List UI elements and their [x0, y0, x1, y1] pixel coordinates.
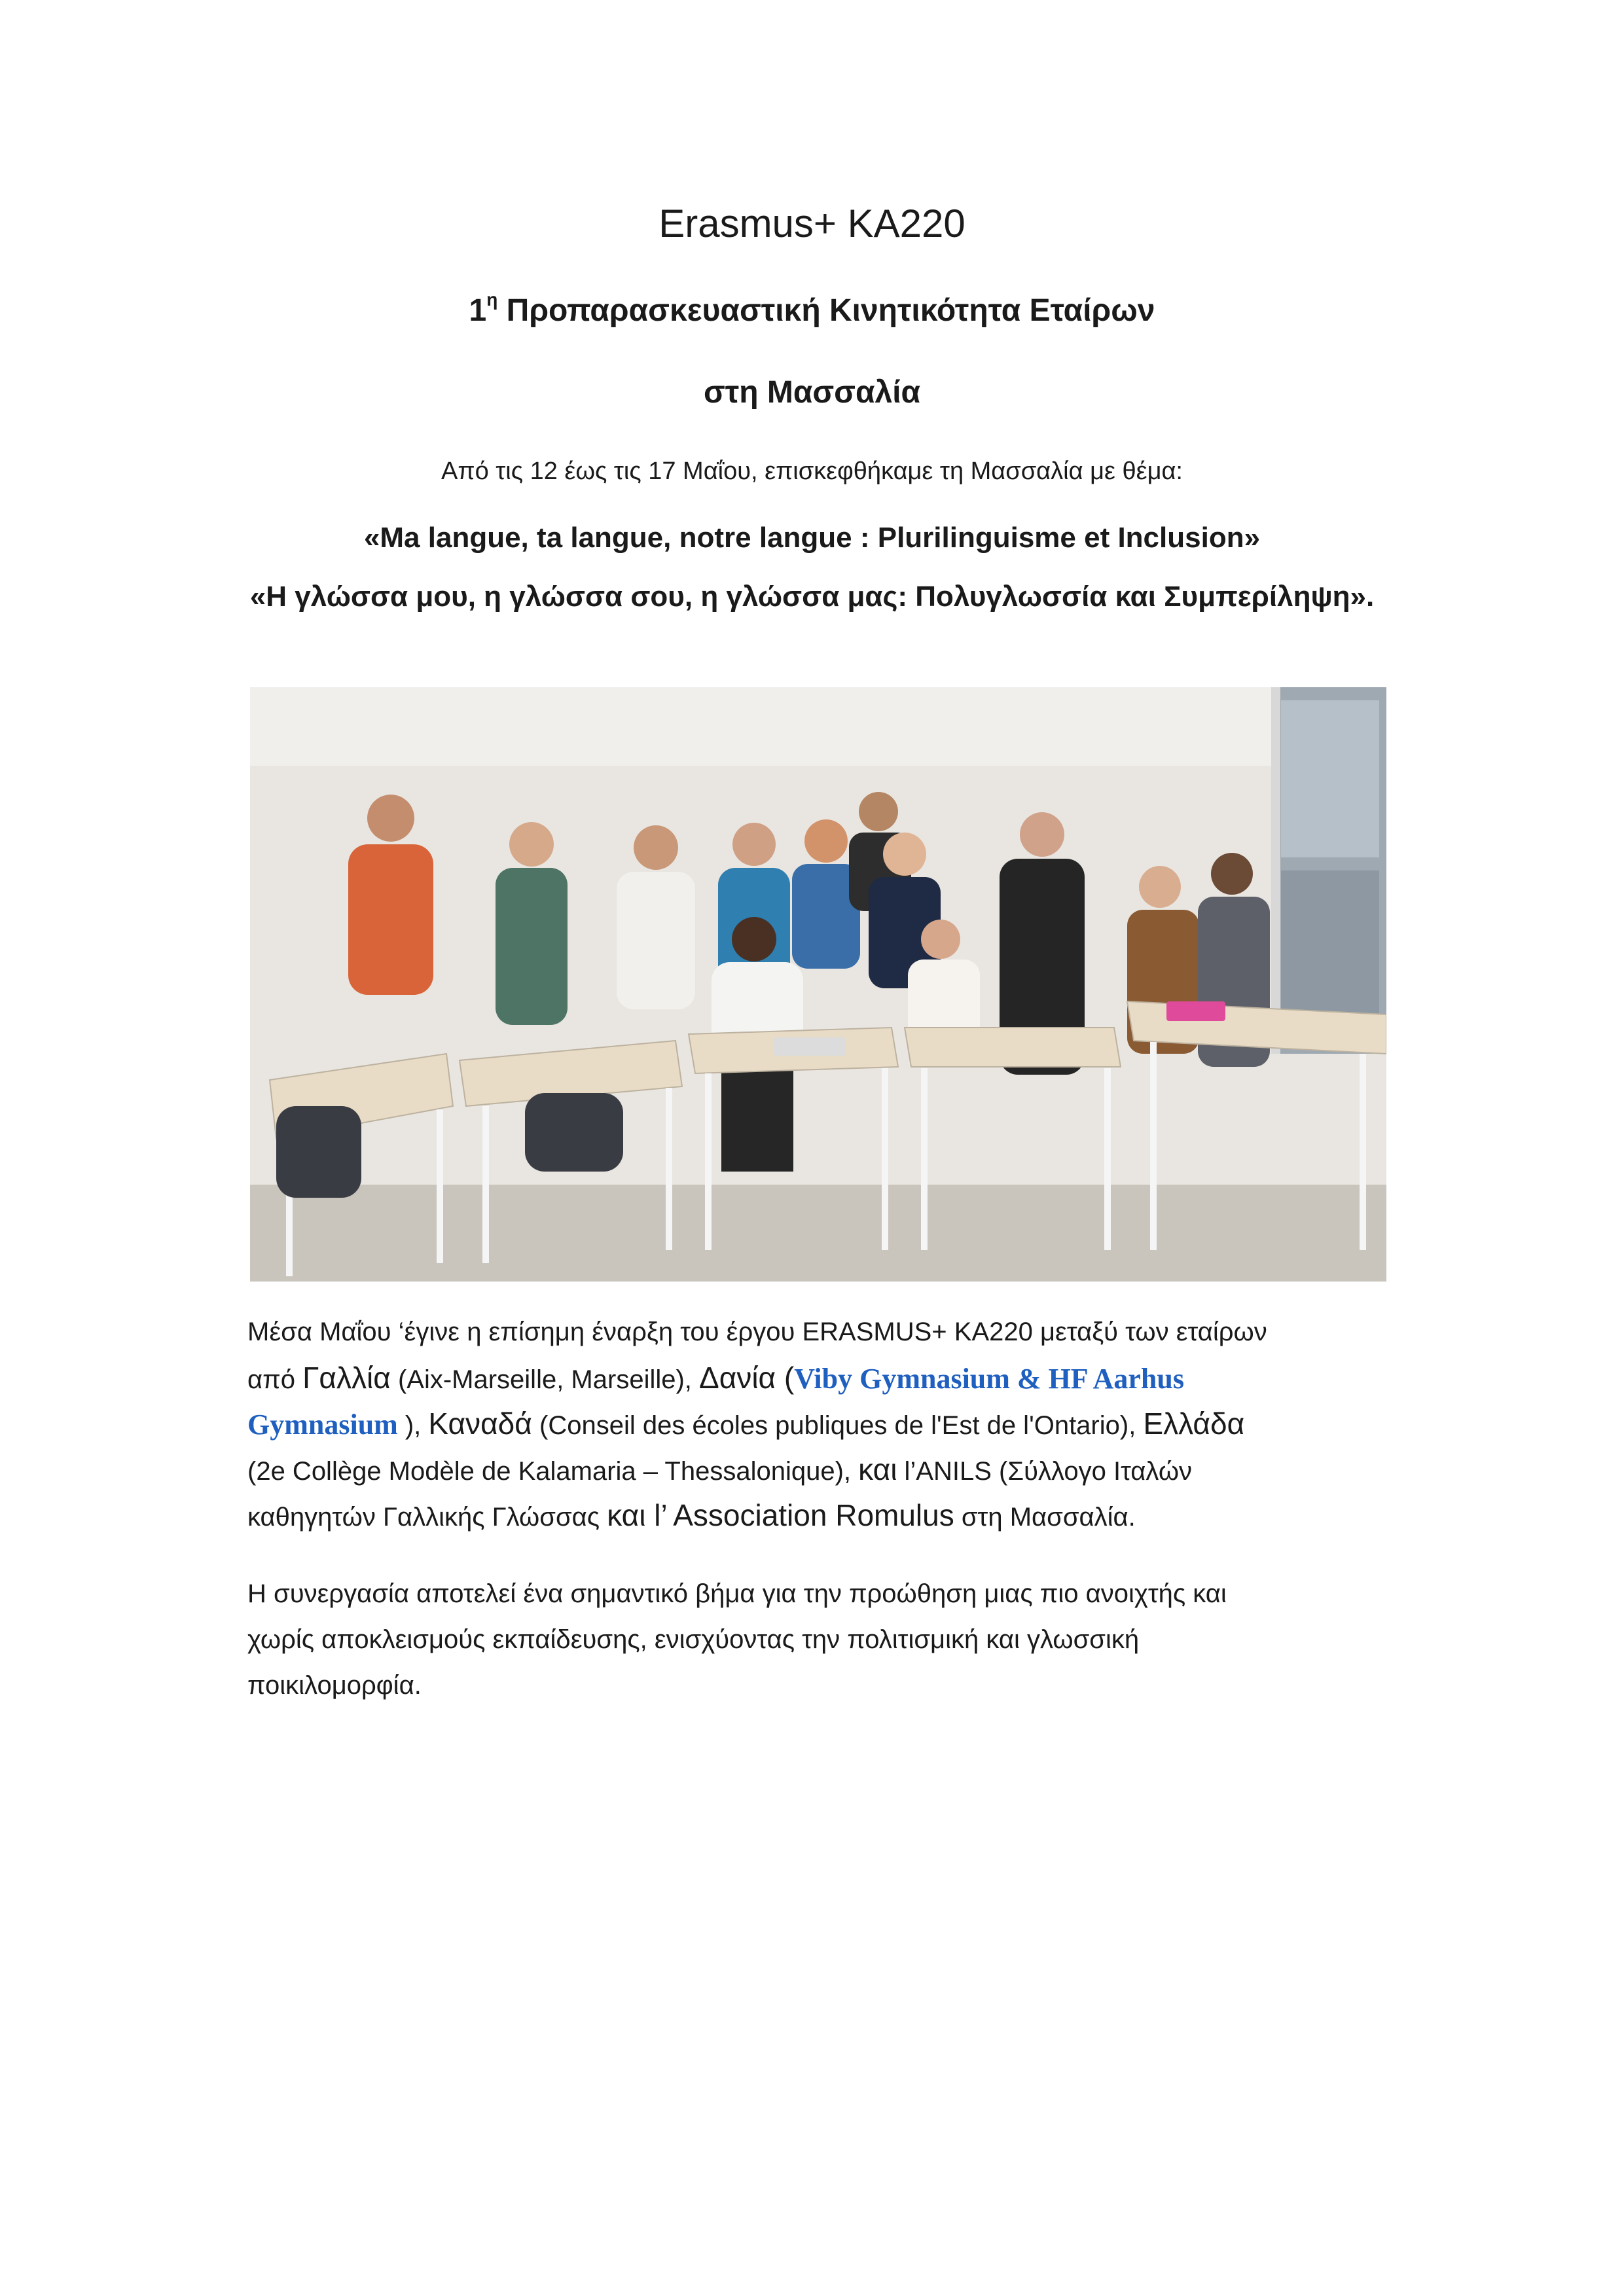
text-segment: στη Μασσαλία.	[954, 1503, 1136, 1532]
text-segment: ),	[405, 1411, 429, 1440]
subtitle-text: Προπαρασκευαστική Κινητικότητα Εταίρων	[497, 293, 1155, 328]
subtitle-line-1	[0, 288, 1624, 334]
text-segment: και	[858, 1452, 897, 1486]
paragraph-cooperation-line-1: Η συνεργασία αποτελεί ένα σημαντικό βήμα για την προώθηση μιας πιο ανοιχτής και	[247, 1579, 1227, 1608]
text-segment: (Conseil des écoles publiques de l'Est de l'Ontario),	[532, 1411, 1144, 1440]
country-france: Γαλλία	[302, 1361, 391, 1395]
country-canada: Καναδά	[428, 1407, 532, 1441]
text-segment: (Aix-Marseille, Marseille),	[390, 1365, 700, 1394]
theme-french: «Ma langue, ta langue, notre langue : Plurilinguisme et Inclusion»	[363, 522, 1261, 554]
subtitle-line-2: στη Μασσαλία	[703, 375, 921, 410]
theme-greek: «Η γλώσσα μου, η γλώσσα σου, η γλώσσα μας: Πολυγλωσσία και Συμπερίληψη».	[249, 581, 1375, 613]
paragraph-cooperation-line-3: ποικιλομορφία.	[247, 1671, 422, 1700]
text-segment: (2e Collège Modèle de Kalamaria – Thessalonique),	[247, 1457, 859, 1486]
subtitle-number: 1	[469, 293, 487, 328]
country-denmark: Δανία	[699, 1361, 776, 1395]
intro-text: Από τις 12 έως τις 17 Μαΐου, επισκεφθήκαμε τη Μασσαλία με θέμα:	[441, 457, 1183, 485]
group-photo	[250, 687, 1386, 1282]
document-title: Erasmus+ KA220	[659, 202, 965, 245]
text-segment: και	[607, 1498, 646, 1532]
text-segment: l’ Association Romulus	[645, 1498, 954, 1532]
paragraph-partners-line-5	[247, 1492, 1136, 1540]
text-segment: καθηγητών Γαλλικής Γλώσσας	[247, 1503, 607, 1532]
text-segment: από	[247, 1365, 303, 1394]
paragraph-partners-line-2	[247, 1355, 1184, 1403]
paragraph-partners	[247, 1309, 1399, 1558]
group-photo-illustration	[250, 687, 1386, 1282]
paragraph-cooperation-line-2: χωρίς αποκλεισμούς εκπαίδευσης, ενισχύοντας την πολιτισμική και γλωσσική	[247, 1625, 1140, 1654]
paragraph-partners-line-3	[247, 1401, 1244, 1448]
danish-schools-link-cont[interactable]: Gymnasium	[247, 1408, 405, 1441]
subtitle-superscript: η	[486, 289, 498, 310]
text-segment: l’ANILS (Σύλλογο Ιταλών	[897, 1457, 1193, 1486]
country-greece: Ελλάδα	[1143, 1407, 1245, 1441]
paragraph-partners-line-4	[247, 1446, 1192, 1494]
paragraph-partners-line-1: Μέσα Μαΐου ‘έγινε η επίσημη έναρξη του έργου ERASMUS+ KA220 μεταξύ των εταίρων	[247, 1318, 1267, 1346]
danish-schools-link[interactable]: Viby Gymnasium & HF Aarhus	[794, 1363, 1184, 1395]
text-segment: (	[776, 1361, 795, 1395]
